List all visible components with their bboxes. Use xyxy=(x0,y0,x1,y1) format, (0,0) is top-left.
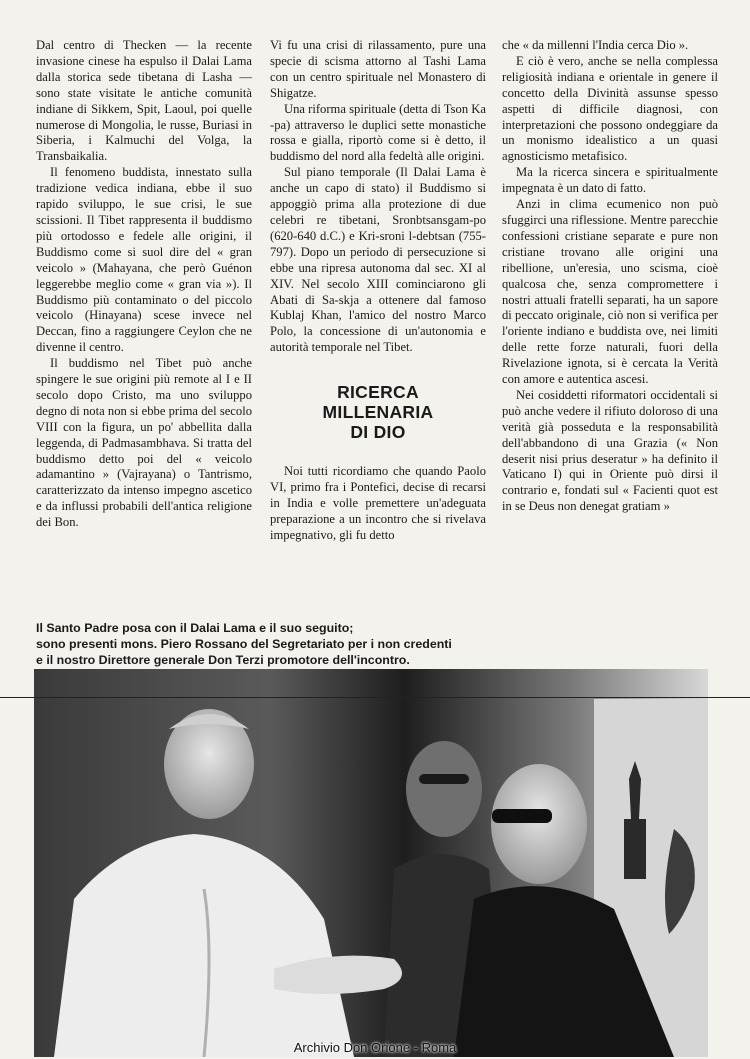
paragraph: Una riforma spirituale (detta di Tson Ka -pa) attraverso le duplici sette monastiche rossa e gialla, riportò come si è detto, il buddismo del nord alla fedeltà alle origini. xyxy=(270,101,486,164)
dalai-lama-face xyxy=(406,741,482,837)
paragraph: Sul piano temporale (Il Dalai Lama è anche un capo di stato) il Buddismo si appoggiò prima alla protezione di due celebri re tibetani, Sronbtsansgam-po (620-640 d.C.) e Kri-sroni l-debtsan (755-797). Dopo un periodo di persecuzione si ebbe una ripresa autonoma dal sec. XI al XIV. Nel secolo XIII cominciarono gli Abati di Sa-skja a ottenere dal famoso Kublaj Khan, l'amico del nostro Marco Polo, la concessione di un'autonomia e autorità temporale nel Tibet. xyxy=(270,165,486,355)
photo-caption xyxy=(36,620,736,668)
don-terzi-face xyxy=(491,764,587,884)
caption-line: Il Santo Padre posa con il Dalai Lama e il suo seguito; xyxy=(36,621,354,635)
article-column-2 xyxy=(270,38,486,544)
paragraph: Anzi in clima ecumenico non può sfuggirci una riflessione. Mentre parecchie confessioni cristiane separate e pure non cristiane trovano alle origini una ribellione, un'eresia, uno scisma, cioè qualcosa che, senza compromettere i nostri attuali fratelli separati, ha un sapore di peccato originale, ciò non si verifica per l'oriente indiano e buddista ove, nei limiti delle rette forze naturali, fuori della Rivelazione ignota, si è cercata la Verità con amore e autentica ascesi. xyxy=(502,197,718,387)
section-heading xyxy=(270,382,486,442)
paragraph: Nei cosiddetti riformatori occidentali si può anche vedere il rifiuto doloroso di una verità già posseduta e la responsabilità dell'abbandono di una Grazia (« Non deserit nisi prius deseratur » ha definito il Vaticano I) qui in Oriente può dirsi il contrario e, fondati sul « Facienti quot est in se Deus non denegat gratiam » xyxy=(502,387,718,514)
paragraph: Ma la ricerca sincera e spiritualmente impegnata è un dato di fatto. xyxy=(502,165,718,196)
divider xyxy=(0,697,750,698)
photograph xyxy=(34,669,708,1057)
heading-line: DI DIO xyxy=(350,422,406,443)
caption-line: sono presenti mons. Piero Rossano del Segretariato per i non credenti xyxy=(36,637,452,651)
heading-line: RICERCA xyxy=(337,382,419,403)
paragraph: E ciò è vero, anche se nella complessa religiosità indiana e orientale in genere il concetto della Divinità assunse spesso aspetti di difficile diagnosi, con interpretazioni che possono ondeggiare da un monismo idealistico a un quasi agnosticismo metafisico. xyxy=(502,53,718,164)
article-column-3 xyxy=(502,38,718,515)
caption-line: e il nostro Direttore generale Don Terzi promotore dell'incontro. xyxy=(36,653,410,667)
paragraph: Noi tutti ricordiamo che quando Paolo VI, primo fra i Pontefici, decise di recarsi in India e volle premettere un'adeguata preparazione a un incontro che si rivelava impegnativo, gli fu detto xyxy=(270,464,486,542)
paragraph: Il fenomeno buddista, innestato sulla tradizione vedica indiana, ebbe il suo rapido sviluppo, le sue crisi, le sue scissioni. Il Tibet rappresenta il buddismo più ortodosso e fedele alle origini, il Buddismo come si suol dire del « gran veicolo » (Mahayana, che però Guénon leggerebbe meglio come « gran via »). Il Buddismo più contaminato o del piccolo veicolo (Hinayana) scese invece nel Deccan, fino a raggiungere Ceylon che ne divenne il centro. xyxy=(36,165,252,355)
paragraph: Dal centro di Thecken — la recente invasione cinese ha espulso il Dalai Lama dalla storica sede tibetana di Lasha — sono state visitate le antiche comunità indiane di Sikkem, Spit, Laoul, poi quelle numerose di Mongolia, le russe, Buriasi in Siberia, i Kalmuchi del Volga, la Transbaikalia. xyxy=(36,38,252,164)
heading-line: MILLENARIA xyxy=(322,402,434,423)
paragraph: che « da millenni l'India cerca Dio ». xyxy=(502,38,689,52)
paragraph: Vi fu una crisi di rilassamento, pure una specie di scisma attorno al Tashi Lama con un centro spirituale nel Monastero di Shigatze. xyxy=(270,38,486,100)
article-column-1 xyxy=(36,38,252,531)
archive-watermark: Archivio Don Orione - Roma xyxy=(293,1040,457,1055)
paragraph: Il buddismo nel Tibet può anche spingere le sue origini più remote al I e II secolo dopo Cristo, ma uno sviluppo degno di nota non si ebbe prima del secolo VIII con la figura, un po' abbellita dalla leggenda, di Padmasambhava. Si tratta del buddismo detto poi del « veicolo adamantino » (Vajrayana) o Tantrismo, caratterizzato da intenso impegno ascetico e da influssi probabili dell'antica religione dei Bon. xyxy=(36,356,252,530)
